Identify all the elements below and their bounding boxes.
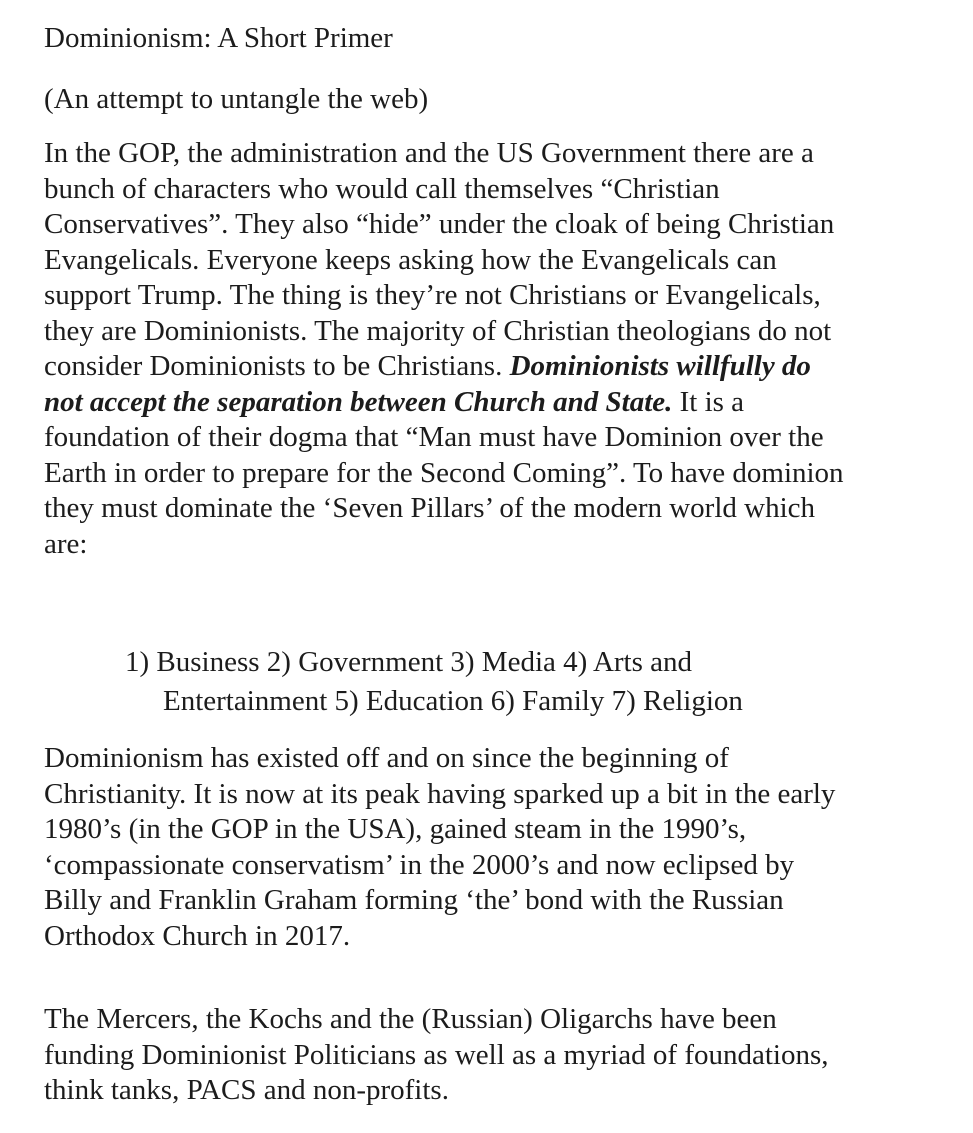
paragraph-text: consider Dominionists to be Christians. (44, 350, 510, 382)
paragraph-line: they are Dominionists. The majority of Christian theologians do not (44, 314, 832, 347)
paragraph-line: support Trump. The thing is they’re not Christians or Evangelicals, (44, 279, 821, 311)
paragraph-line: foundation of their dogma that “Man must have Dominion over the (44, 421, 824, 453)
paragraph-funding (44, 1002, 829, 1109)
paragraph-history (44, 741, 835, 954)
paragraph-line: bunch of characters who would call themselves “Christian (44, 172, 720, 205)
paragraph-line: they must dominate the ‘Seven Pillars’ of the modern world which (44, 492, 816, 524)
paragraph-line (44, 385, 844, 421)
paragraph-line: The Mercers, the Kochs and the (Russian) Oligarchs have been (44, 1003, 777, 1035)
paragraph-line: Billy and Franklin Graham forming ‘the’ bond with the Russian (44, 884, 784, 916)
paragraph-line: Conservatives”. They also “hide” under the cloak of being Christian (44, 208, 835, 240)
paragraph-line: Christianity. It is now at its peak having sparked up a bit in the early (44, 777, 836, 810)
document-subtitle: (An attempt to untangle the web) (44, 83, 429, 115)
paragraph-line: 1980’s (in the GOP in the USA), gained steam in the 1990’s, (44, 813, 747, 845)
paragraph-line: In the GOP, the administration and the US Government there are a (44, 137, 814, 169)
paragraph-line: ‘compassionate conservatism’ in the 2000’s and now eclipsed by (44, 848, 795, 881)
paragraph-line: are: (44, 527, 88, 560)
paragraph-line: Earth in order to prepare for the Second Coming”. To have dominion (44, 456, 844, 489)
paragraph-line: funding Dominionist Politicians as well as a myriad of foundations, (44, 1038, 829, 1071)
paragraph-line: Dominionism has existed off and on since the beginning of (44, 742, 729, 774)
emphasized-text: Dominionists willfully do (509, 350, 811, 382)
paragraph-line: Orthodox Church in 2017. (44, 919, 351, 952)
list-item: 1) Business 2) Government 3) Media 4) Arts and (125, 646, 693, 678)
paragraph-line: think tanks, PACS and non-profits. (44, 1074, 449, 1106)
paragraph-line (44, 349, 844, 385)
paragraph-intro (44, 136, 844, 562)
list-item: Entertainment 5) Education 6) Family 7) Religion (163, 685, 743, 717)
document-title: Dominionism: A Short Primer (44, 22, 393, 54)
emphasized-text: not accept the separation between Church and State. (44, 385, 673, 418)
paragraph-line: Evangelicals. Everyone keeps asking how the Evangelicals can (44, 243, 777, 276)
seven-pillars-list (125, 643, 743, 721)
paragraph-text: It is a (672, 385, 745, 418)
